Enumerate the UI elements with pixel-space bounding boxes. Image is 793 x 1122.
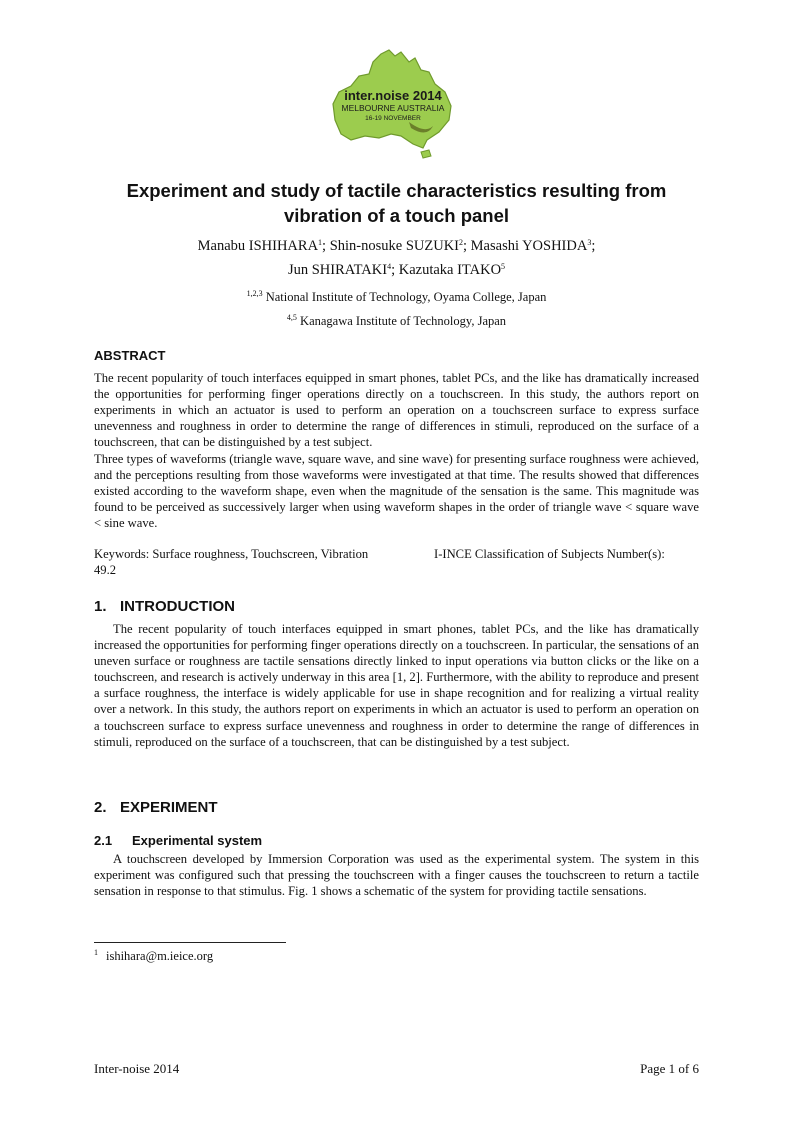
- conference-logo: [329, 48, 457, 160]
- author-line-2: [94, 258, 699, 282]
- author-name: Masashi YOSHIDA: [470, 238, 588, 254]
- section-title: INTRODUCTION: [120, 598, 235, 615]
- footer-page-number: Page 1 of 6: [640, 1061, 699, 1076]
- section-2-heading: [94, 799, 218, 816]
- affiliation-text: Kanagawa Institute of Technology, Japan: [296, 314, 507, 328]
- subsection-2-1-body: A touchscreen developed by Immersion Corporation was used as the experimental system. The system in this experiment was configured such that pressing the touchscreen with a finger causes the touchscreen to return a tactile sensation in response to that stimulus. Fig. 1 shows a schematic of the system for providing tactile sensations.: [94, 852, 699, 899]
- keywords-classification: I-INCE Classification of Subjects Number(s):: [434, 547, 665, 561]
- author-sep: ;: [391, 262, 399, 278]
- affiliation-sup: 1,2,3: [246, 289, 263, 298]
- australia-map-logo: [329, 48, 457, 160]
- author-name: Manabu ISHIHARA: [197, 238, 319, 254]
- keywords: [94, 546, 699, 578]
- subsection-2-1-heading: [94, 833, 262, 848]
- abstract-paragraph-2: Three types of waveforms (triangle wave, square wave, and sine wave) for presenting surface roughness were achieved, and the perceptions resulting from those waveforms were investigated at that time. The results showed that differences existed according to the waveform shape, even when the magnitude of the sensation is the same. This magnitude was found to be perceived as successively larger when using waveform shapes in the order of triangle wave < square wave < sine wave.: [94, 452, 699, 531]
- section-1-heading: [94, 598, 235, 615]
- author-sup: 2: [459, 238, 463, 247]
- section-title: EXPERIMENT: [120, 799, 218, 816]
- title-line-1: Experiment and study of tactile characteristics resulting from: [126, 180, 667, 201]
- affiliation-1: [94, 289, 699, 305]
- affiliation-text: National Institute of Technology, Oyama College, Japan: [262, 290, 547, 304]
- author-sup: 1: [318, 238, 323, 247]
- footnote-sup: 1: [94, 948, 98, 957]
- author-sep: ;: [591, 238, 596, 254]
- logo-line3: 16-19 NOVEMBER: [365, 115, 421, 122]
- keywords-number: 49.2: [94, 563, 117, 578]
- author-sup: 3: [587, 238, 592, 247]
- footnote: [94, 949, 213, 964]
- author-sup: 5: [501, 262, 506, 271]
- abstract-paragraph-1: The recent popularity of touch interfaces equipped in smart phones, tablet PCs, and the like has dramatically increased the opportunities for performing finger operations directly on a touchscreen. In this study, the authors report on experiments in which an actuator is used to perform an operation on a touchscreen surface to express surface unevenness and roughness in order to determine the range of differences in stimuli, reproduced on the surface of a touchscreen, that can be distinguished by a test subject.: [94, 371, 699, 450]
- author-sep: ;: [463, 238, 471, 254]
- tasmania-shape: [421, 150, 431, 158]
- title-line-2: vibration of a touch panel: [283, 205, 510, 226]
- footnote-divider: [94, 942, 286, 943]
- author-list: [94, 234, 699, 282]
- abstract-heading: ABSTRACT: [94, 348, 166, 363]
- affiliation-sup: 4,5: [286, 313, 297, 322]
- keywords-left: Keywords: Surface roughness, Touchscreen, Vibration: [94, 547, 369, 561]
- subsection-number: 2.1: [94, 833, 113, 848]
- section-number: 2.: [94, 799, 107, 816]
- author-name: Shin-nosuke SUZUKI: [329, 238, 459, 254]
- author-name: Kazutaka ITAKO: [398, 262, 502, 278]
- logo-line1: inter.noise 2014: [344, 88, 442, 103]
- author-sep: ;: [322, 238, 330, 254]
- author-sup: 4: [387, 262, 392, 271]
- section-number: 1.: [94, 598, 107, 615]
- footer-conference: Inter-noise 2014: [94, 1061, 180, 1076]
- paper-title: [94, 178, 699, 228]
- author-name: Jun SHIRATAKI: [287, 262, 388, 278]
- section-1-body: The recent popularity of touch interfaces equipped in smart phones, tablet PCs, and the like has dramatically increased the opportunities for performing finger operations directly on a touchscreen. In particular, the sensations of an uneven surface or roughness are tactile sensations directly linked to input operations via button clicks or the like on a touchscreen, and research is actively underway in this area [1, 2]. Furthermore, with the ability to reproduce and present a surface roughness, the interface is widely applicable for use in shape recognition and for realizing a virtual reality over a network. In this study, the authors report on experiments in which an actuator is used to perform an operation on a touchscreen surface to express surface unevenness and roughness in order to determine the range of differences in stimuli, reproduced on the surface of a touchscreen, that can be distinguished by a test subject.: [94, 622, 699, 749]
- author-line-1: [94, 234, 699, 258]
- footnote-email[interactable]: ishihara@m.ieice.org: [106, 949, 214, 963]
- logo-line2: MELBOURNE AUSTRALIA: [341, 103, 445, 113]
- affiliation-2: [94, 313, 699, 329]
- subsection-title: Experimental system: [132, 833, 263, 848]
